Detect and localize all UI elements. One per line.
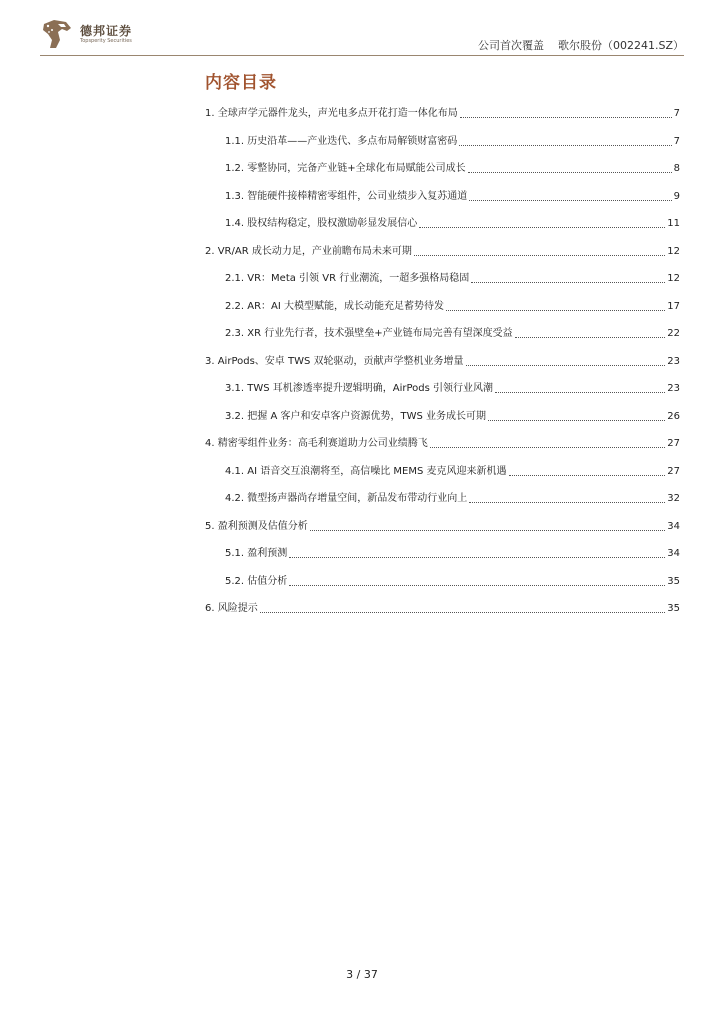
- toc-page-number: 23: [667, 355, 680, 367]
- toc-leader-dots: [310, 529, 666, 531]
- toc-leader-dots: [459, 144, 671, 146]
- toc-leader-dots: [430, 446, 666, 448]
- toc-section-link[interactable]: [205, 603, 680, 615]
- toc-entry-text: 1.3. 智能硬件接棒精密零组件，公司业绩步入复苏通道: [225, 190, 468, 202]
- toc-leader-dots: [460, 116, 672, 118]
- toc-page-number: 12: [667, 245, 680, 257]
- toc-entry-text: 4. 精密零组件业务：高毛利赛道助力公司业绩腾飞: [205, 438, 428, 449]
- toc-page-number: 8: [673, 163, 680, 174]
- logo-chinese-name: 德邦证券: [80, 23, 133, 38]
- toc-entry-text: 5. 盈利预测及估值分析: [205, 520, 308, 532]
- toc-page-number: 7: [673, 108, 680, 119]
- toc-leader-dots: [419, 226, 665, 228]
- toc-title: 内容目录: [205, 73, 277, 93]
- toc-page-number: 17: [667, 300, 680, 312]
- toc-leader-dots: [414, 254, 665, 256]
- toc-entry-text: 1. 全球声学元器件龙头，声光电多点开花打造一体化布局: [205, 108, 458, 119]
- toc-subsection-link[interactable]: [205, 466, 680, 478]
- report-header: [478, 37, 684, 53]
- toc-entry-text: 3. AirPods、安卓 TWS 双轮驱动，贡献声学整机业务增量: [205, 355, 464, 367]
- toc-subsection-link[interactable]: [205, 328, 680, 340]
- toc-subsection-link[interactable]: [205, 163, 680, 175]
- toc-entry-text: 5.2. 估值分析: [225, 575, 288, 587]
- toc-entry-text: 1.4. 股权结构稳定，股权激励彰显发展信心: [225, 218, 418, 229]
- toc-leader-dots: [466, 364, 666, 366]
- toc-section-link[interactable]: [205, 438, 680, 450]
- toc-page-number: 34: [667, 548, 680, 559]
- toc-subsection-link[interactable]: [205, 218, 680, 230]
- toc-entry-text: 6. 风险提示: [205, 603, 258, 614]
- table-of-contents: [205, 108, 680, 631]
- toc-page-number: 12: [667, 273, 680, 284]
- toc-entry-text: 3.1. TWS 耳机渗透率提升逻辑明确，AirPods 引领行业风潮: [225, 383, 494, 394]
- toc-page-number: 32: [667, 493, 680, 504]
- toc-entry-text: 1.2. 零整协同，完备产业链+全球化布局赋能公司成长: [225, 163, 466, 174]
- toc-leader-dots: [495, 391, 665, 393]
- toc-page-number: 27: [667, 465, 680, 477]
- toc-leader-dots: [509, 474, 666, 476]
- toc-subsection-link[interactable]: [205, 191, 680, 203]
- toc-section-link[interactable]: [205, 356, 680, 368]
- toc-entry-text: 2.1. VR：Meta 引领 VR 行业潮流，一超多强格局稳固: [225, 273, 470, 284]
- toc-page-number: 26: [667, 410, 680, 422]
- toc-page-number: 34: [667, 520, 680, 532]
- header-divider: [40, 55, 684, 56]
- toc-subsection-link[interactable]: [205, 548, 680, 560]
- page-number: 3 / 37: [346, 968, 378, 981]
- toc-leader-dots: [488, 419, 665, 421]
- toc-leader-dots: [446, 309, 665, 311]
- toc-entry-text: 1.1. 历史沿革——产业迭代、多点布局解锁财富密码: [225, 135, 458, 147]
- logo-english-name: Topsperity Securities: [80, 37, 132, 44]
- toc-entry-text: 5.1. 盈利预测: [225, 548, 288, 559]
- toc-page-number: 23: [667, 383, 680, 394]
- toc-page-number: 35: [667, 575, 680, 587]
- toc-section-link[interactable]: [205, 521, 680, 533]
- toc-entry-text: 2.3. XR 行业先行者，技术强壁垒+产业链布局完善有望深度受益: [225, 328, 513, 339]
- company-name: 歌尔股份（002241.SZ）: [557, 39, 684, 52]
- toc-entry-text: 4.1. AI 语音交互浪潮将至，高信噪比 MEMS 麦克风迎来新机遇: [225, 465, 507, 477]
- toc-page-number: 9: [673, 190, 680, 202]
- toc-page-number: 7: [673, 135, 680, 147]
- toc-leader-dots: [471, 281, 665, 283]
- company-logo: [40, 18, 160, 50]
- toc-leader-dots: [515, 336, 666, 338]
- toc-leader-dots: [289, 556, 665, 558]
- toc-entry-text: 2.2. AR：AI 大模型赋能，成长动能充足蓄势待发: [225, 300, 445, 312]
- toc-entry-text: 4.2. 微型扬声器尚存增量空间，新品发布带动行业向上: [225, 493, 468, 504]
- report-type: 公司首次覆盖: [477, 39, 544, 52]
- leopard-logo-icon: [40, 18, 74, 50]
- toc-subsection-link[interactable]: [205, 383, 680, 395]
- toc-entry-text: 2. VR/AR 成长动力足，产业前瞻布局未来可期: [205, 245, 412, 257]
- toc-page-number: 22: [667, 328, 680, 339]
- toc-section-link[interactable]: [205, 108, 680, 120]
- toc-page-number: 11: [667, 218, 680, 229]
- toc-subsection-link[interactable]: [205, 301, 680, 313]
- toc-leader-dots: [289, 584, 665, 586]
- toc-leader-dots: [469, 199, 671, 201]
- toc-subsection-link[interactable]: [205, 136, 680, 148]
- toc-subsection-link[interactable]: [205, 273, 680, 285]
- toc-leader-dots: [260, 611, 666, 613]
- toc-leader-dots: [468, 171, 672, 173]
- toc-section-link[interactable]: [205, 246, 680, 258]
- toc-subsection-link[interactable]: [205, 576, 680, 588]
- toc-page-number: 27: [667, 438, 680, 449]
- toc-page-number: 35: [667, 603, 680, 614]
- toc-leader-dots: [469, 501, 665, 503]
- toc-subsection-link[interactable]: [205, 493, 680, 505]
- toc-entry-text: 3.2. 把握 A 客户和安卓客户资源优势，TWS 业务成长可期: [225, 410, 486, 422]
- toc-subsection-link[interactable]: [205, 411, 680, 423]
